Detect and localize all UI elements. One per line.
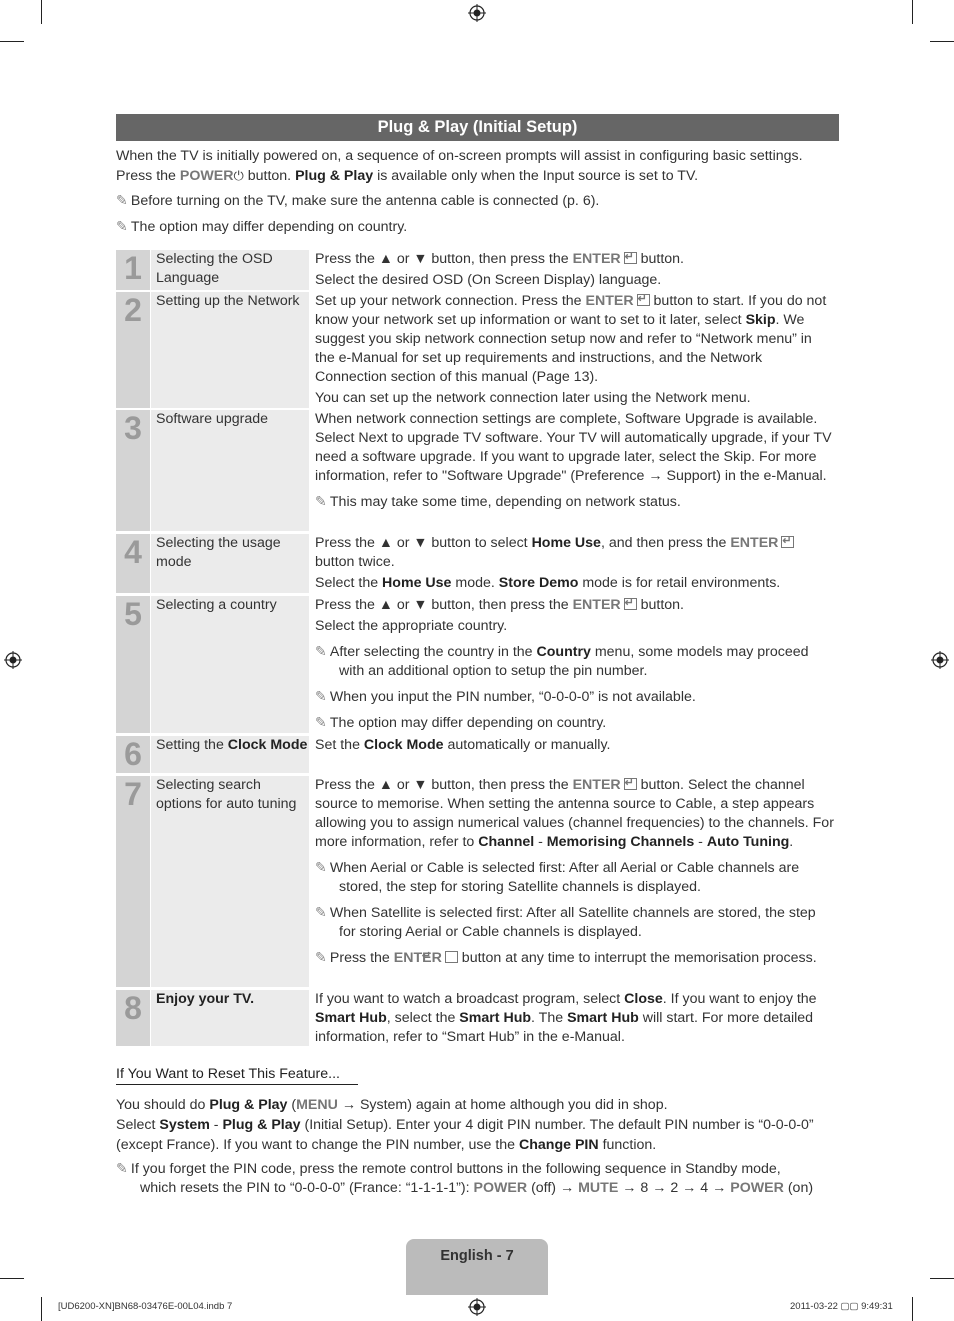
note: ✎ The option may differ depending on country. (116, 219, 408, 235)
step-description: Press the ▲ or ▼ button to select Home Use, and then press the ENTER↵ button twice. Select the Home Use mode. Store Demo mode is for retail environments. (315, 534, 835, 593)
note-pencil-icon: ✎ (315, 494, 327, 510)
step-row (116, 776, 836, 987)
registration-mark-icon (4, 651, 22, 669)
note-pencil-icon: ✎ (116, 219, 128, 235)
step-row (116, 410, 836, 531)
crop-mark (912, 1297, 913, 1321)
enter-icon (624, 252, 637, 264)
crop-mark (41, 0, 42, 24)
page-number-tab: English - 7 (406, 1239, 548, 1295)
step-label: Setting the Clock Mode (151, 736, 309, 773)
step-description: Set the Clock Mode automatically or manually. (315, 737, 611, 753)
reset-note: ✎ If you forget the PIN code, press the remote control buttons in the following sequence in Standby mode, which resets the PIN to “0-0-0-0” (France: “1-1-1-1”): POWER (off) → MUTE → 8 → 2 → 4 → POWER (on) (116, 1161, 814, 1196)
step-number: 7 (116, 776, 150, 987)
step-row (116, 250, 836, 290)
step-row (116, 990, 836, 1046)
step-number: 4 (116, 534, 150, 593)
step-row (116, 534, 836, 593)
registration-mark-icon (468, 4, 486, 22)
step-label: Selecting the usage mode (151, 534, 309, 593)
step-label: Setting up the Network (151, 292, 309, 408)
enter-icon (781, 536, 794, 548)
step-label: Enjoy your TV. (151, 990, 309, 1046)
step-label: Software upgrade (151, 410, 309, 531)
note-pencil-icon: ✎ (116, 193, 128, 209)
enter-icon (637, 294, 650, 306)
crop-mark (912, 0, 913, 24)
step-description: Press the ▲ or ▼ button, then press the ENTER↵ button. Select the channel source to memorise. When setting the antenna source to Cable, a step appears allowing you to assign numerical values (channel frequencies) to the channels. For more information, refer to Channel - Memorising Channels - Auto Tuning. ✎ When Aerial or Cable is selected first: After all Aerial or Cable channels are stored, the step for storing Satellite channels is displayed. ✎ When Satellite is selected first: After all Satellite channels are stored, the step for storing Aerial or Cable channels is displayed. ✎ Press the ENTER↵ button at any time to interrupt the memorisation process. (315, 776, 835, 968)
note-pencil-icon: ✎ (315, 860, 327, 876)
reset-paragraph: You should do Plug & Play (MENU → System) again at home although you did in shop. Select System - Plug & Play (Initial Setup). Enter your 4 digit PIN number. The default PIN number is “0-0-0-0” (except France). If you want to change the PIN number, use the Change PIN function. (116, 1097, 814, 1153)
step-number: 6 (116, 736, 150, 773)
registration-mark-icon (468, 1298, 486, 1316)
intro-paragraph (116, 147, 836, 186)
step-row (116, 596, 836, 733)
crop-mark (41, 1297, 42, 1321)
step-row (116, 292, 836, 408)
note-pencil-icon: ✎ (315, 715, 327, 731)
note-pencil-icon: ✎ (315, 950, 327, 966)
step-description: Set up your network connection. Press the ENTER↵ button to start. If you do not know your network set up information or want to set to it later, select Skip. We suggest you skip network connection setup now and refer to “Network menu” in the e-Manual for set up requirements and instructions, and the Network Connection section of this manual (Page 13). You can set up the network connection later using the Network menu. (315, 292, 835, 408)
step-description: If you want to watch a broadcast program, select Close. If you want to enjoy the Smart Hub, select the Smart Hub. The Smart Hub will start. For more detailed information, refer to “Smart Hub” in the e-Manual. (315, 991, 817, 1045)
step-number: 3 (116, 410, 150, 531)
step-label: Selecting search options for auto tuning (151, 776, 309, 987)
reset-heading: If You Want to Reset This Feature... (116, 1066, 358, 1085)
intro-line: Press the POWER⏻ button. Plug & Play is available only when the Input source is set to TV. (116, 168, 699, 184)
note-pencil-icon: ✎ (315, 905, 327, 921)
step-number: 2 (116, 292, 150, 408)
enter-icon (445, 951, 458, 963)
crop-mark (930, 41, 954, 42)
crop-mark (930, 1278, 954, 1279)
enter-icon (624, 778, 637, 790)
step-description: Press the ▲ or ▼ button, then press the ENTER↵ button. Select the desired OSD (On Screen Display) language. (315, 250, 835, 290)
step-description: When network connection settings are complete, Software Upgrade is available. Select Next to upgrade TV software. Your TV will automatically upgrade, if your TV need a software upgrade. If you want to upgrade later, select the Skip. For more information, refer to "Software Upgrade" (Preference → Support) in the e-Manual. ✎ This may take some time, depending on network status. (315, 411, 832, 510)
intro-line: When the TV is initially powered on, a sequence of on-screen prompts will assist in configuring basic settings. (116, 148, 803, 164)
registration-mark-icon (931, 651, 949, 669)
note-pencil-icon: ✎ (116, 1161, 128, 1177)
step-description: Press the ▲ or ▼ button, then press the ENTER↵ button. Select the appropriate country. ✎ After selecting the country in the Country menu, some models may proceed with an additional option to setup the pin number. ✎ When you input the PIN number, “0-0-0-0” is not available. ✎ The option may differ depending on country. (315, 596, 835, 733)
file-info: [UD6200-XN]BN68-03476E-00L04.indb 7 (58, 1301, 233, 1312)
step-label: Selecting the OSD Language (151, 250, 309, 290)
print-date: 2011-03-22 ▢▢ 9:49:31 (790, 1301, 893, 1312)
note-pencil-icon: ✎ (315, 689, 327, 705)
enter-icon (624, 598, 637, 610)
step-number: 8 (116, 990, 150, 1046)
step-number: 1 (116, 250, 150, 290)
crop-mark (0, 1278, 24, 1279)
power-icon: ⏻ (233, 168, 244, 183)
crop-mark (0, 41, 24, 42)
step-number: 5 (116, 596, 150, 733)
section-title: Plug & Play (Initial Setup) (116, 114, 839, 141)
note: ✎ Before turning on the TV, make sure the antenna cable is connected (p. 6). (116, 193, 600, 209)
note-pencil-icon: ✎ (315, 644, 327, 660)
step-row (116, 736, 836, 773)
step-label: Selecting a country (151, 596, 309, 733)
